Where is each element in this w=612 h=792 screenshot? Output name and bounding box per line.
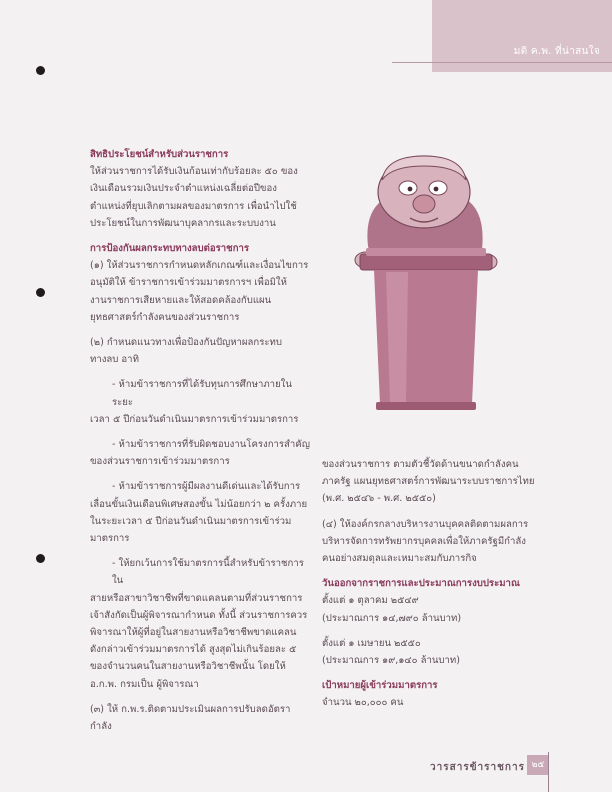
header-divider	[392, 62, 612, 63]
paragraph-gap	[322, 567, 552, 575]
text-line: - ห้ามข้าราชการที่ได้รับทุนการศึกษาภายในระยะ	[112, 379, 292, 408]
text-line: เงินเดือนรวมเงินประจำตำแหน่งเฉลี่ยต่อปีของ	[90, 183, 277, 195]
paragraph-gap	[90, 368, 312, 376]
text-line: (ประมาณการ ๑๔,๗๙๐ ล้านบาท)	[322, 612, 462, 624]
text-line: พิจารณาให้ผู้ที่อยู่ในสายงานหรือวิชาชีพขาดแคลน	[90, 627, 297, 639]
binding-hole-top	[36, 66, 45, 75]
text-line: ภาครัฐ แผนยุทธศาสตร์การพัฒนาระบบราชการไทย	[322, 476, 535, 488]
text-line: เลื่อนขั้นเงินเดือนพิเศษสองขั้น ไม่น้อยกว่า ๒ ครั้งภาย	[90, 498, 308, 510]
text-line: ทางลบ อาทิ	[90, 354, 139, 366]
text-line: ตั้งแต่ ๑ ตุลาคม ๒๕๔๙	[322, 595, 419, 607]
binding-hole-middle	[36, 288, 45, 297]
page-number: ๒๕	[527, 755, 549, 775]
text-line: มาตรการ	[90, 533, 130, 545]
page-header-title: มติ ค.พ. ที่น่าสนใจ	[513, 46, 600, 57]
paragraph-gap	[90, 232, 312, 240]
paragraph-gap	[90, 326, 312, 334]
paragraph-gap	[322, 508, 552, 516]
footer-divider	[548, 752, 549, 792]
paragraph-gap	[322, 627, 552, 635]
text-line: จำนวน ๒๐,๐๐๐ คน	[322, 697, 404, 709]
paragraph-gap	[90, 547, 312, 555]
text-line: อ.ก.พ. กรมเป็น ผู้พิจารณา	[90, 678, 199, 690]
text-line: ดังกล่าวเข้าร่วมมาตรการได้ สูงสุดไม่เกินร้อยละ ๕	[90, 644, 297, 656]
text-line: ในระยะเวลา ๕ ปีก่อนวันดำเนินมาตรการเข้าร่วม	[90, 515, 292, 527]
right-text-column	[322, 456, 552, 712]
paragraph-gap	[90, 693, 312, 701]
text-line: - ให้ยกเว้นการใช้มาตรการนี้สำหรับข้าราชการใน	[112, 558, 304, 587]
text-line: งานราชการเสียหายและให้สอดคล้องกับแผน	[90, 294, 272, 306]
text-line: ของจำนวนคนในสายงานหรือวิชาชีพนั้น โดยให้	[90, 661, 286, 673]
text-line: (พ.ศ. ๒๕๔๖ - พ.ศ. ๒๕๕๐)	[322, 493, 436, 505]
section-heading: วันออกจากราชการและประมาณการงบประมาณ	[322, 578, 520, 590]
text-line: (ประมาณการ ๑๙,๑๔๐ ล้านบาท)	[322, 655, 460, 667]
text-line: ประโยชน์ในการพัฒนาบุคลากรและระบบงาน	[90, 217, 276, 229]
text-line: (๓) ให้ ก.พ.ร.ติดตามประเมินผลการปรับลดอัตรากำลัง	[90, 703, 291, 733]
section-heading: การป้องกันผลกระทบทางลบต่อราชการ	[90, 243, 250, 255]
journal-name: วารสารข้าราชการ	[430, 762, 525, 773]
text-line: ของส่วนราชการ ตามตัวชี้วัดด้านขนาดกำลังคน	[322, 459, 519, 470]
text-line: (๑) ให้ส่วนราชการกำหนดหลักเกณฑ์และเงื่อนไขการ	[90, 260, 309, 272]
paragraph-gap	[90, 428, 312, 436]
text-line: ของส่วนราชการเข้าร่วมมาตรการ	[90, 456, 230, 468]
text-line: ยุทธศาสตร์กำลังคนของส่วนราชการ	[90, 311, 240, 323]
text-line: คนอย่างสมดุลและเหมาะสมกับภารกิจ	[322, 553, 477, 565]
section-heading: เป้าหมายผู้เข้าร่วมมาตรการ	[322, 680, 438, 692]
text-line: ให้ส่วนราชการได้รับเงินก้อนเท่ากับร้อยละ ๕๐ ของ	[90, 166, 298, 178]
text-line: (๔) ให้องค์กรกลางบริหารงานบุคคลติดตามผลการ	[322, 518, 529, 530]
text-line: ตำแหน่งที่ยุบเลิกตามผลของมาตรการ เพื่อนำไปใช้	[90, 200, 297, 212]
text-line: อนุมัติให้ ข้าราชการเข้าร่วมมาตรการฯ เพื่อมิให้	[90, 277, 287, 289]
paragraph-gap	[322, 669, 552, 677]
text-line: บริหารจัดการทรัพยากรบุคคลเพื่อให้ภาครัฐมีกำลัง	[322, 535, 526, 547]
speaker-at-podium-illustration	[346, 150, 506, 412]
text-line: (๒) กำหนดแนวทางเพื่อป้องกันปัญหาผลกระทบ	[90, 337, 282, 349]
text-line: - ห้ามข้าราชการที่รับผิดชอบงานโครงการสำคัญ	[112, 439, 310, 451]
left-text-column	[90, 146, 312, 735]
text-line: ตั้งแต่ ๑ เมษายน ๒๕๕๐	[322, 637, 421, 649]
text-line: เวลา ๕ ปีก่อนวันดำเนินมาตรการเข้าร่วมมาตรการ	[90, 413, 299, 425]
text-line: เจ้าสังกัดเป็นผู้พิจารณากำหนด ทั้งนี้ ส่วนราชการควร	[90, 609, 308, 621]
section-heading: สิทธิประโยชน์สำหรับส่วนราชการ	[90, 149, 229, 160]
text-line: สายหรือสาขาวิชาชีพที่ขาดแคลนตามที่ส่วนราชการ	[90, 592, 303, 604]
paragraph-gap	[90, 470, 312, 478]
binding-hole-bottom	[36, 554, 45, 563]
text-line: - ห้ามข้าราชการผู้มีผลงานดีเด่นและได้รับการ	[112, 481, 301, 493]
